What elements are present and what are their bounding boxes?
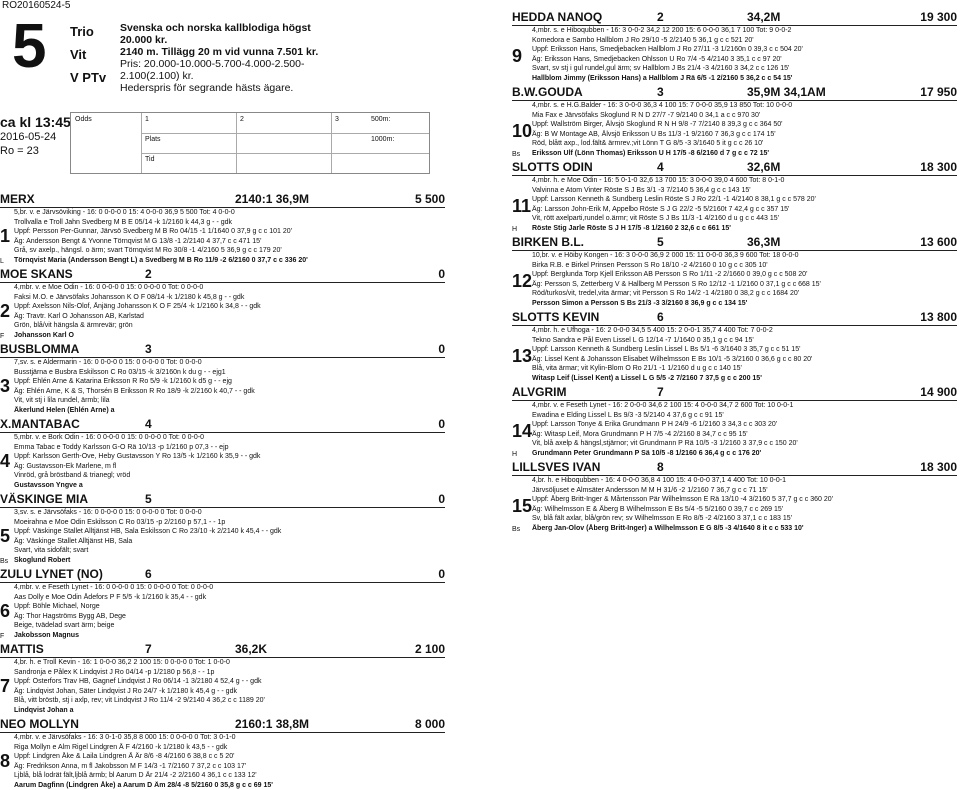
horse-entry <box>0 283 445 340</box>
condition-line: Pris: 20.000-10.000-5.700-4.000-2.500-2.100(2.100) kr. <box>120 58 320 82</box>
entry-line: Grundmann Peter Grundmann P Sä 10/5 -8 1/2160 6 36,4 g c c 176 20' <box>532 449 957 459</box>
start-number: 9 <box>512 46 522 67</box>
horse-record: 32,6M <box>747 160 887 174</box>
horse-name: ALVGRIM <box>512 385 657 399</box>
race-id: RO20160524-5 <box>2 0 70 11</box>
grid-col1: 1 <box>145 116 149 123</box>
entry-line: Beige, tvädelad svart ärm; beige <box>14 621 445 631</box>
horse-record: 35,9M 34,1AM <box>747 85 887 99</box>
horse-prize: 0 <box>375 492 445 506</box>
post-number: 6 <box>657 310 747 324</box>
horse-name: X.MANTABAC <box>0 417 145 431</box>
horse-header <box>512 385 957 401</box>
horse-prize: 0 <box>375 267 445 281</box>
left-column <box>0 190 445 790</box>
start-number: 8 <box>0 751 10 772</box>
horse-header <box>512 10 957 26</box>
horse-record: 34,2M <box>747 10 887 24</box>
entry-line: Sandronja e Pålex K Lindqvist J Ro 04/14 -p 1/2180 p 56,8 - - 1p <box>14 668 445 678</box>
horse-name: MATTIS <box>0 642 145 656</box>
horse-entry <box>0 433 445 490</box>
entry-line: Sv, blå fält axlar, blå/grön rev; sv Wilhelmsson E Ro 8/5 -2 4/2160 3 37,1 c c 183 15' <box>532 514 957 524</box>
post-number: 2 <box>145 267 235 281</box>
start-number: 7 <box>0 676 10 697</box>
right-column <box>512 8 957 533</box>
entry-line: 4,mbr. h. e Ufhoga - 16: 2 0-0-0 34,5 5 400 15: 2 0-0-1 35,7 4 400 Tot: 7 0-0-2 <box>532 326 957 336</box>
grid-divider <box>141 133 429 134</box>
entry-line: Hallblom Jimmy (Eriksson Hans) a Hallblom J Rä 6/5 -1 2/2160 5 36,2 c c 54 15' <box>532 74 957 84</box>
horse-entry <box>0 508 445 565</box>
entry-line: Uppf: Persson Per-Gunnar, Järvsö Svedberg M B Ro 04/15 -1 1/1640 0 37,9 g c c 101 20' <box>14 227 445 237</box>
entry-line: Äg: Lindqvist Johan, Säter Lindqvist J Ro 24/7 -k 1/2180 k 45,4 g - - gdk <box>14 687 445 697</box>
entry-line: Faksi M.O. e Järvsöfaks Johansson K O F 08/14 -k 1/2180 k 45,8 g - - gdk <box>14 293 445 303</box>
post-number: 5 <box>145 492 235 506</box>
entry-line: Röste Stig Jarle Röste S J H 17/5 -8 1/2160 2 32,6 c c 661 15' <box>532 224 957 234</box>
entry-line: Uppf: Larsson Kenneth & Sundberg Leslin Röste S J Ro 22/1 -1 4/2140 8 38,1 g c c 578 20' <box>532 195 957 205</box>
entry-line: Ewadina e Elding Lissel L Bs 9/3 -3 5/2140 4 37,6 g c c 91 15' <box>532 411 957 421</box>
entry-line: Busstjärna e Busbra Eskilsson C Ro 03/15 -k 3/2160n k du g - - ejg1 <box>14 368 445 378</box>
post-number: 4 <box>145 417 235 431</box>
entry-line: Uppf: Väskinge Stallet Alltjänst HB, Sala Eskilsson C Ro 23/10 -k 2/2140 k 45,4 - - gdk <box>14 527 445 537</box>
horse-header <box>0 567 445 583</box>
horse-entry <box>512 101 957 158</box>
horse-header <box>0 717 445 733</box>
start-number: 11 <box>512 196 531 217</box>
grid-col3: 3 <box>335 116 339 123</box>
entry-line: Äg: Eriksson Hans, Smedjebacken Ohlsson U Ro 7/4 -5 4/2140 3 35,1 c c 97 20' <box>532 55 957 65</box>
entry-line: Röd/turkos/vit, tredel,vita ärmar; vit Persson S Ro 14/2 -1 4/2180 0 38,2 g c c 1684 20' <box>532 289 957 299</box>
start-number: 5 <box>0 526 10 547</box>
race-type-line1: Trio <box>70 24 106 47</box>
grid-plats: Plats <box>145 136 161 143</box>
entry-line: Uppf: Åberg Britt-Inger & Mårtensson Pär Wilhelmsson E Rä 13/10 -4 3/2160 5 37,7 g c c 360 20' <box>532 495 957 505</box>
entry-line: Svart, vita sidofält; svart <box>14 546 445 556</box>
entry-line: Valvinna e Atom Vinter Röste S J Bs 3/1 -3 7/2140 5 36,4 g c c 143 15' <box>532 186 957 196</box>
horse-entry <box>512 26 957 83</box>
entry-line: Uppf: Larsson Tonye & Erika Grundmann P H 24/9 -6 1/2160 3 34,3 c c 303 20' <box>532 420 957 430</box>
entry-line: Vit, vit stj i lila rundel, ärmb; lila <box>14 396 445 406</box>
horse-name: BIRKEN B.L. <box>512 235 657 249</box>
entry-line: Vinröd, grå bröstband & trianegl; vröd <box>14 471 445 481</box>
entry-line: Äg: Andersson Bengt & Yvonne Törnqvist M G 13/8 -1 2/2140 4 37,7 c c 471 15' <box>14 237 445 247</box>
horse-entry <box>0 658 445 715</box>
horse-name: ZULU LYNET (NO) <box>0 567 145 581</box>
horse-name: SLOTTS KEVIN <box>512 310 657 324</box>
start-number: 2 <box>0 301 10 322</box>
post-number: 3 <box>145 342 235 356</box>
post-number: 8 <box>657 460 747 474</box>
entry-line: Äg: Persson S, Zetterberg V & Hallberg M Persson S Ro 12/12 -1 1/2160 0 37,1 g c c 668 15' <box>532 280 957 290</box>
horse-entry <box>0 733 445 790</box>
horse-name: B.W.GOUDA <box>512 85 657 99</box>
start-time: ca kl 13:45 <box>0 114 71 130</box>
horse-prize: 13 800 <box>887 310 957 324</box>
shoe-code: H <box>512 226 517 233</box>
horse-name: NEO MOLLYN <box>0 717 145 731</box>
entry-line: Uppf: Ehlén Arne & Katarina Eriksson R Ro 5/9 -k 1/2160 k d5 g - - ejg <box>14 377 445 387</box>
start-number: 3 <box>0 376 10 397</box>
entry-line: 4,mbr. s. e H.G.Balder - 16: 3 0-0-0 36,3 4 100 15: 7 0-0-0 35,9 13 850 Tot: 10 0-0-0 <box>532 101 957 111</box>
shoe-code: L <box>0 258 4 265</box>
grid-col2: 2 <box>240 116 244 123</box>
post-number: 5 <box>657 235 747 249</box>
post-number: 4 <box>657 160 747 174</box>
start-number: 14 <box>512 421 532 442</box>
entry-line: Persson Simon a Persson S Bs 21/3 -3 3/2160 8 36,9 g c c 134 15' <box>532 299 957 309</box>
entry-line: Svart, sv stj i gul rundel,gul ärm; sv Hallblom J Bs 21/4 -3 4/2160 3 34,2 c c 126 15' <box>532 64 957 74</box>
race-type <box>70 24 106 93</box>
post-number: 2 <box>657 10 747 24</box>
horse-entry <box>0 358 445 415</box>
start-number: 4 <box>0 451 10 472</box>
grid-divider <box>331 113 332 173</box>
horse-header <box>512 460 957 476</box>
entry-line: Tekno Sandra e Pål Even Lissel L G 12/14 -7 1/1640 0 35,1 g c c 94 15' <box>532 336 957 346</box>
horse-record: 36,3M <box>747 235 887 249</box>
horse-prize: 2 100 <box>375 642 445 656</box>
race-type-line2: Vit <box>70 47 106 70</box>
condition-line: 2140 m. Tillägg 20 m vid vunna 7.501 kr. <box>120 46 320 58</box>
start-number: 15 <box>512 496 532 517</box>
horse-name: VÄSKINGE MIA <box>0 492 145 506</box>
stats-grid <box>70 112 430 174</box>
entry-line: Uppf: Berglunda Torp Kjell Eriksson AB Persson S Ro 1/11 -2 2/1660 0 39,0 g c c 508 20' <box>532 270 957 280</box>
post-number: 3 <box>657 85 747 99</box>
horse-header <box>0 417 445 433</box>
entry-line: Aarum Dagfinn (Lindgren Åke) a Aarum D Äm 28/4 -8 5/2160 0 35,8 g c c 69 15' <box>14 781 445 790</box>
entry-line: Äg: Fredrikson Anna, m fl Jakobsson M F 14/3 -1 7/2160 7 37,2 c c 103 17' <box>14 762 445 772</box>
entry-line: Äg: Thor Hagströms Bygg AB, Dege <box>14 612 445 622</box>
horse-prize: 8 000 <box>375 717 445 731</box>
entry-line: Äg: Witasp Leif, Mora Grundmann P H 7/5 -4 2/2160 8 34,7 c c 95 15' <box>532 430 957 440</box>
horse-entry <box>512 176 957 233</box>
entry-line: Moeirahna e Moe Odin Eskilsson C Ro 03/15 -p 2/2160 p 57,1 - - 1p <box>14 518 445 528</box>
entry-line: Jakobsson Magnus <box>14 631 445 641</box>
horse-prize: 5 500 <box>375 192 445 206</box>
horse-prize: 14 900 <box>887 385 957 399</box>
entry-line: Witasp Leif (Lissel Kent) a Lissel L G 5/5 -2 7/2160 7 37,5 g c c 200 15' <box>532 374 957 384</box>
entry-line: Vit, rött axelparti,rundel o.ärmr; vit Röste S J Bs 11/3 -1 4/2160 d u g c c 443 15' <box>532 214 957 224</box>
grid-divider <box>141 153 429 154</box>
entry-line: Ljblå, blå lodrät fält,ljblå ärmb; bl Aarum D Är 21/4 -2 2/2160 4 36,1 c c 133 12' <box>14 771 445 781</box>
horse-entry <box>0 583 445 640</box>
race-date: 2016-05-24 <box>0 130 56 144</box>
grid-odds-label: Odds <box>75 116 92 123</box>
entry-line: 4,mbr. v. e Feseth Lynet - 16: 0 0-0-0 0 15: 0 0-0-0 0 Tot: 0 0-0-0 <box>14 583 445 593</box>
entry-line: Äg: Ehlén Arne, K & S, Thorsén B Eriksson R Ro 18/9 -k 2/2160 k 40,7 - - gdk <box>14 387 445 397</box>
horse-record: 36,2K <box>235 642 375 656</box>
horse-entry <box>512 326 957 383</box>
horse-header <box>0 342 445 358</box>
entry-line: Riga Mollyn e Alm Rigel Lindgren Å F 4/2160 -k 1/2180 k 43,5 - - gdk <box>14 743 445 753</box>
start-info <box>0 130 56 158</box>
entry-line: Uppf: Lindgren Åke & Laila Lindgren Å Är 8/6 -8 4/2160 6 38,8 c c 5 20' <box>14 752 445 762</box>
post-number: 7 <box>657 385 747 399</box>
horse-prize: 0 <box>375 567 445 581</box>
entry-line: Uppf: Österfors Trav HB, Gagnef Lindqvist J Ro 06/14 -1 3/2180 4 52,4 g - - gdk <box>14 677 445 687</box>
grid-divider <box>236 113 237 173</box>
entry-line: 4,mbr. s. e Hiboqubben - 16: 3 0-0-2 34,2 12 200 15: 6 0-0-0 36,1 7 100 Tot: 9 0-0-2 <box>532 26 957 36</box>
grid-tid: Tid <box>145 156 154 163</box>
entry-line: 5,mbr. v. e Bork Odin - 16: 0 0-0-0 0 15: 0 0-0-0 0 Tot: 0 0-0-0 <box>14 433 445 443</box>
grid-500m: 500m: <box>371 116 390 123</box>
entry-line: Blå, vita ärmar; vit Kylin-Blom O Ro 21/1 -1 1/2160 d u g c c 140 15' <box>532 364 957 374</box>
entry-line: Röd, blått axp., lod.fält& ärmrev.;vit Lönn T G 8/5 -3 3/1640 5 it g c c 26 10' <box>532 139 957 149</box>
horse-name: HEDDA NANOQ <box>512 10 657 24</box>
entry-line: Emma Tabac e Toddy Karlsson G-O Rä 10/13 -p 1/2160 p 07,3 - - ejp <box>14 443 445 453</box>
entry-line: Eriksson Ulf (Lönn Thomas) Eriksson U H 17/5 -8 6/2160 d 7 g c c 72 15' <box>532 149 957 159</box>
horse-header <box>0 642 445 658</box>
horse-entry <box>512 401 957 458</box>
entry-line: 4,mbr. v. e Järvsöfaks - 16: 3 0-1-0 35,8 8 000 15: 0 0-0-0 0 Tot: 3 0-1-0 <box>14 733 445 743</box>
race-conditions <box>120 22 320 94</box>
entry-line: Törnqvist Maria (Andersson Bengt L) a Svedberg M B Ro 11/9 -2 6/2160 0 37,7 c c 336 20' <box>14 256 445 266</box>
entry-line: Vit, blå axelp & hängsl,stjärnor; vit Grundmann P Rä 10/5 -3 1/2160 3 37,9 c c 150 20' <box>532 439 957 449</box>
entry-line: Blå, vitt bröstb, stj i axlp, rev; vit Lindqvist J Ro 11/4 -2 9/2140 4 36,2 c c 1189 20' <box>14 696 445 706</box>
post-number: 7 <box>145 642 235 656</box>
race-number: 5 <box>12 16 46 78</box>
horse-name: MOE SKANS <box>0 267 145 281</box>
entry-line: Birka R.B. e Birkel Prinsen Persson S Ro 18/10 -2 4/2160 0 10 g c c 305 10' <box>532 261 957 271</box>
horse-entry <box>0 208 445 265</box>
horse-name: BUSBLOMMA <box>0 342 145 356</box>
entry-line: Åberg Jan-Olov (Åberg Britt-Inger) a Wilhelmsson E G 8/5 -3 4/1640 8 it c c 533 10' <box>532 524 957 534</box>
horse-prize: 18 300 <box>887 460 957 474</box>
entry-line: Grå, sv axelp., hängsl. o ärm; svart Törnqvist M Ro 30/8 -1 4/2160 5 36,9 g c c 179 20' <box>14 246 445 256</box>
horse-prize: 0 <box>375 417 445 431</box>
horse-header <box>512 160 957 176</box>
race-type-line3: V PTv <box>70 70 106 93</box>
horse-prize: 18 300 <box>887 160 957 174</box>
entry-line: Äg: Väskinge Stallet Alltjänst HB, Sala <box>14 537 445 547</box>
shoe-code: F <box>0 633 4 640</box>
start-number: 12 <box>512 271 532 292</box>
entry-line: 5,br. v. e Järvsöviking - 16: 0 0-0-0 0 15: 4 0-0-0 36,9 5 500 Tot: 4 0-0-0 <box>14 208 445 218</box>
condition-line: Hederspris för segrande hästs ägare. <box>120 82 320 94</box>
entry-line: Grön, blå/vit hängsla & ärmrevär; grön <box>14 321 445 331</box>
entry-line: 3,sv. s. e Järvsöfaks - 16: 0 0-0-0 0 15: 0 0-0-0 0 Tot: 0 0-0-0 <box>14 508 445 518</box>
horse-name: LILLSVES IVAN <box>512 460 657 474</box>
grid-divider <box>141 113 142 173</box>
horse-header <box>512 235 957 251</box>
entry-line: Mia Fax e Järvsöfaks Skoglund R N D 27/7 -7 9/2140 0 34,1 a c c 970 30' <box>532 111 957 121</box>
grid-1000m: 1000m: <box>371 136 394 143</box>
horse-header <box>0 192 445 208</box>
entry-line: 4,mbr. v. e Moe Odin - 16: 0 0-0-0 0 15: 0 0-0-0 0 Tot: 0 0-0-0 <box>14 283 445 293</box>
horse-header <box>0 267 445 283</box>
entry-line: Lindqvist Johan a <box>14 706 445 716</box>
entry-line: Äg: B W Montage AB, Älvsjö Eriksson U Bs 11/3 -1 9/2160 7 36,3 g c c 174 15' <box>532 130 957 140</box>
post-number: 6 <box>145 567 235 581</box>
condition-line: Svenska och norska kallblodiga högst 20.000 kr. <box>120 22 320 46</box>
shoe-code: Bs <box>0 558 8 565</box>
entry-line: Uppf: Böhle Michael, Norge <box>14 602 445 612</box>
entry-line: 10,br. v. e Höiby Kongen - 16: 3 0-0-0 36,9 2 000 15: 11 0-0-0 36,3 9 600 Tot: 18 0-0-0 <box>532 251 957 261</box>
entry-line: Äg: Lissel Kent & Johansson Elisabet Wilhelmsson E Bs 10/1 -5 3/2160 0 36,6 g c c 80 20' <box>532 355 957 365</box>
entry-line: Uppf: Larsson Kenneth & Sundberg Leslin Lissel L Bs 5/1 -6 3/1640 3 35,7 g c c 51 15' <box>532 345 957 355</box>
entry-line: Äg: Gustavsson-Ek Marlene, m fl <box>14 462 445 472</box>
shoe-code: H <box>512 451 517 458</box>
entry-line: Uppf: Eriksson Hans, Smedjebacken Hallblom J Ro 27/11 -3 1/2160n 0 39,3 c c 504 20' <box>532 45 957 55</box>
entry-line: 7,sv. s. e Aldermarin - 16: 0 0-0-0 0 15: 0 0-0-0 0 Tot: 0 0-0-0 <box>14 358 445 368</box>
horse-name: SLOTTS ODIN <box>512 160 657 174</box>
entry-line: Skoglund Robert <box>14 556 445 566</box>
start-number: 1 <box>0 226 10 247</box>
horse-header <box>0 492 445 508</box>
entry-line: Järvsöljuset e Almsäter Andersson M M H 31/6 -2 1/2160 7 36,7 g c c 71 15' <box>532 486 957 496</box>
start-number: 6 <box>0 601 10 622</box>
horse-record: 2160:1 38,8M <box>235 717 375 731</box>
horse-prize: 0 <box>375 342 445 356</box>
entry-line: Äg: Larsson John-Erik M, Appelbo Röste S J G 22/2 -5 5/2160t 7 42,4 g c c 357 15' <box>532 205 957 215</box>
entry-line: Komedora e Sambo Hallblom J Ro 29/10 -5 2/2140 5 36,1 g c c 521 20' <box>532 36 957 46</box>
entry-line: Aas Dolly e Moe Odin Ådefors P F 5/5 -k 1/2160 k 35,4 - - gdk <box>14 593 445 603</box>
horse-entry <box>512 251 957 308</box>
entry-line: Äg: Wilhelmsson E & Åberg B Wilhelmsson E Bs 5/4 -5 5/2160 0 39,7 c c 269 15' <box>532 505 957 515</box>
start-number: 10 <box>512 121 532 142</box>
entry-line: Uppf: Axelsson Nils-Olof, Ånjäng Johansson K O F 25/4 -k 1/2160 k 34,8 - - gdk <box>14 302 445 312</box>
horse-name: MERX <box>0 192 145 206</box>
entry-line: 4,mbr. v. e Feseth Lynet - 16: 2 0-0-0 34,6 2 100 15: 4 0-0-0 34,7 2 600 Tot: 10 0-0-1 <box>532 401 957 411</box>
horse-header <box>512 310 957 326</box>
horse-prize: 13 600 <box>887 235 957 249</box>
entry-line: Äg: Travtr. Karl O Johansson AB, Karlstad <box>14 312 445 322</box>
horse-header <box>512 85 957 101</box>
entry-line: 4,br. h. e Hiboqubben - 16: 4 0-0-0 36,8 4 100 15: 4 0-0-0 37,1 4 400 Tot: 10 0-0-1 <box>532 476 957 486</box>
start-number: 13 <box>512 346 532 367</box>
horse-prize: 19 300 <box>887 10 957 24</box>
entry-line: Gustavsson Yngve a <box>14 481 445 491</box>
shoe-code: F <box>0 333 4 340</box>
shoe-code: Bs <box>512 526 520 533</box>
horse-record: 2140:1 36,9M <box>235 192 375 206</box>
race-ro: Ro = 23 <box>0 144 56 158</box>
entry-line: Åkerlund Helen (Ehlén Arne) a <box>14 406 445 416</box>
entry-line: Trollvalla e Troll Jahn Svedberg M B E 05/14 -k 1/2160 k 44,3 g - - gdk <box>14 218 445 228</box>
horse-entry <box>512 476 957 533</box>
entry-line: Uppf: Karlsson Gerth-Ove, Heby Gustavsson Y Ro 13/5 -k 1/2160 k 35,9 - - gdk <box>14 452 445 462</box>
horse-prize: 17 950 <box>887 85 957 99</box>
entry-line: 4,br. h. e Troll Kevin - 16: 1 0-0-0 36,2 2 100 15: 0 0-0-0 0 Tot: 1 0-0-0 <box>14 658 445 668</box>
entry-line: Johansson Karl O <box>14 331 445 341</box>
entry-line: Uppf: Wallström Birger, Älvsjö Skoglund R N H 9/8 -7 7/2140 8 39,3 g c c 364 50' <box>532 120 957 130</box>
entry-line: 4,mbr. h. e Moe Odin - 16: 5 0-1-0 32,6 13 700 15: 3 0-0-0 39,0 4 600 Tot: 8 0-1-0 <box>532 176 957 186</box>
shoe-code: Bs <box>512 151 520 158</box>
